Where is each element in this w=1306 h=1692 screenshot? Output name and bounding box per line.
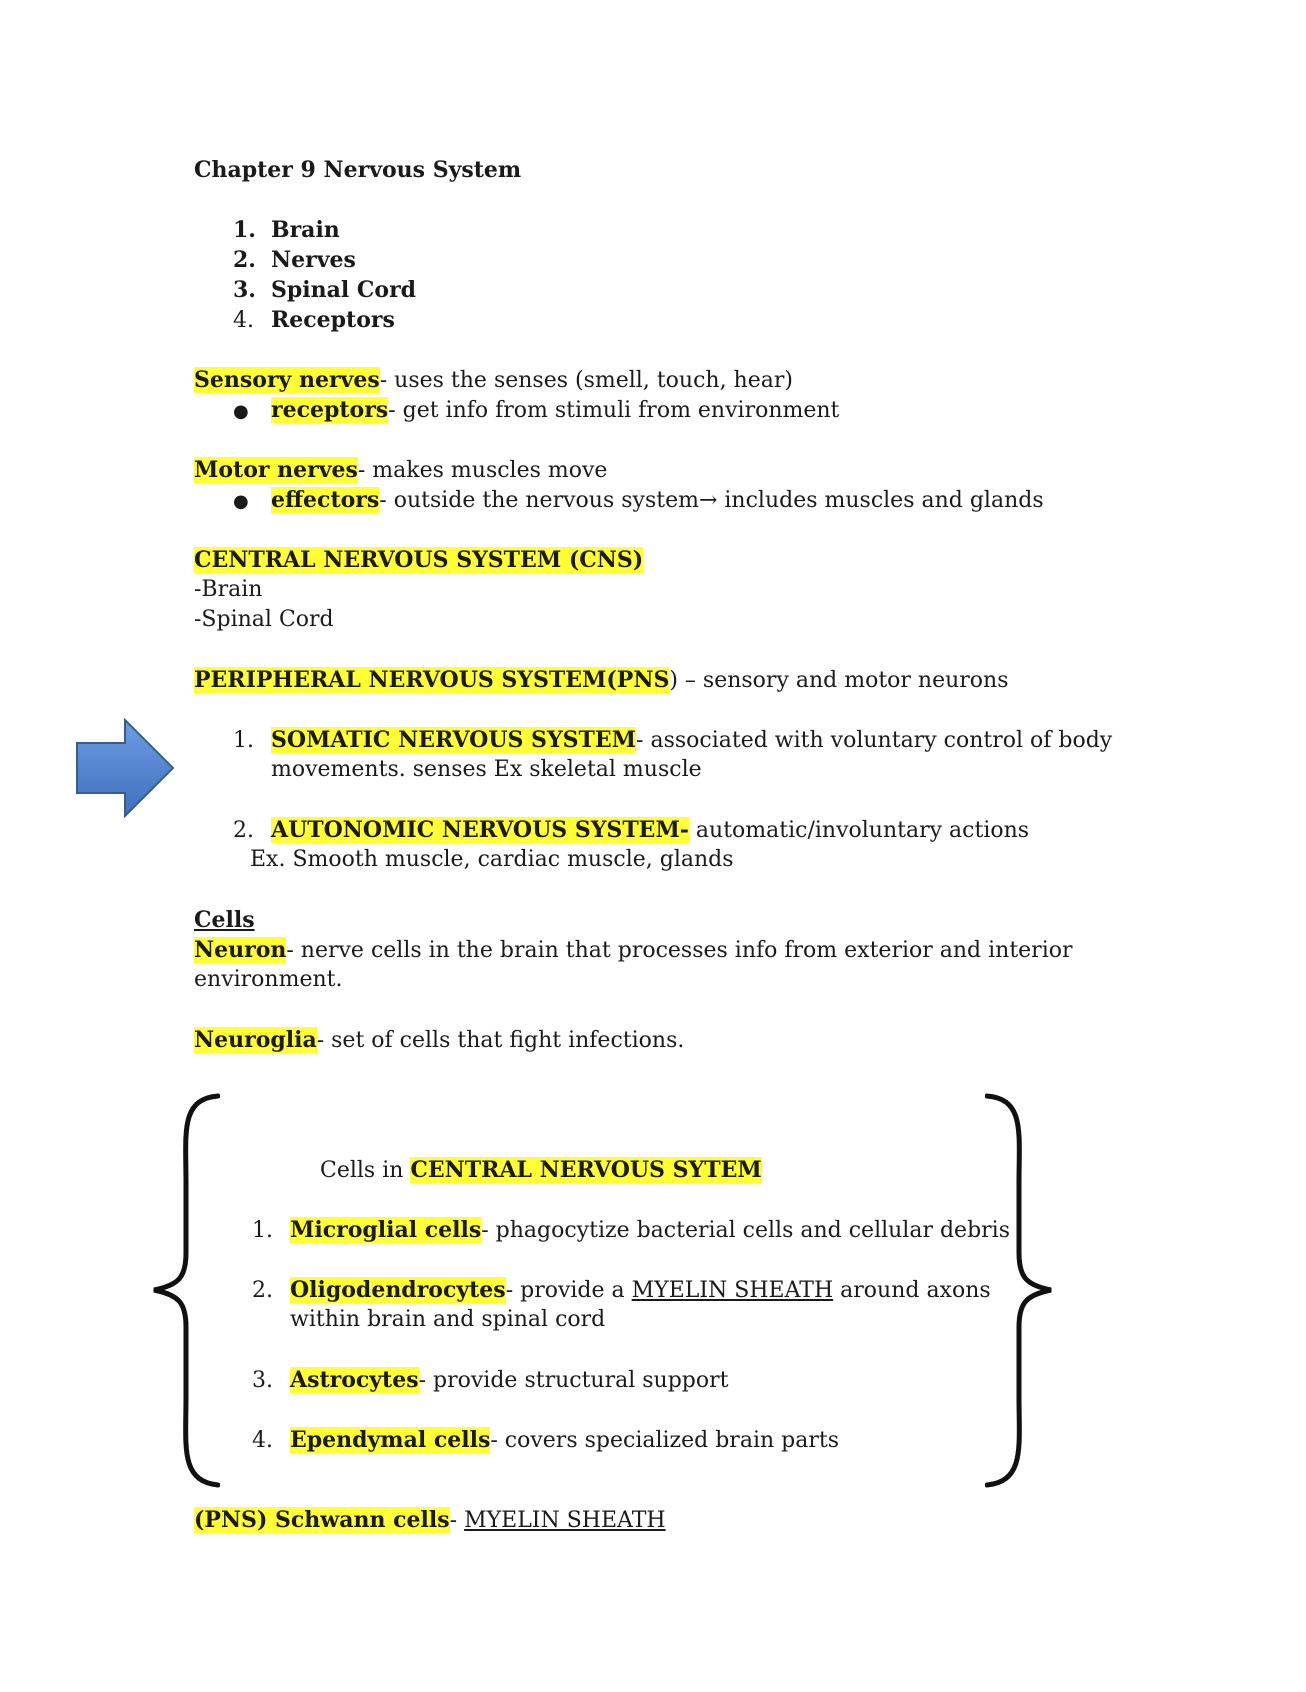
bullet-icon: ● <box>233 491 249 512</box>
item-num: 4. <box>252 1428 273 1453</box>
receptors-def: - get info from stimuli from environment <box>388 398 840 423</box>
ependymal-term: Ependymal cells <box>290 1427 491 1453</box>
somatic-term: SOMATIC NERVOUS SYSTEM <box>271 727 637 753</box>
pns-heading-text: PERIPHERAL NERVOUS SYSTEM(PNS <box>194 667 670 693</box>
neuroglia-term: Neuroglia <box>194 1027 317 1053</box>
list-item: 3. Spinal Cord <box>233 277 417 303</box>
oligodendrocytes-def-a: - provide a <box>505 1278 632 1303</box>
part-label: Spinal Cord <box>271 277 417 303</box>
item-num: 1. <box>252 1218 273 1243</box>
schwann-term: (PNS) Schwann cells <box>194 1507 450 1533</box>
part-label: Nerves <box>271 247 356 273</box>
list-item: 1. Brain <box>233 217 340 243</box>
left-brace-icon <box>150 1093 220 1488</box>
neuroglia-line <box>194 1025 684 1056</box>
somatic-def-cont: movements. senses Ex skeletal muscle <box>271 757 702 782</box>
cells-heading: Cells <box>194 907 255 933</box>
cns-cell-item <box>252 1275 991 1306</box>
item-num: 2. <box>252 1278 273 1303</box>
cns-cells-term: CENTRAL NERVOUS SYTEM <box>410 1157 762 1183</box>
motor-term: Motor nerves <box>194 457 358 483</box>
effectors-bullet <box>233 485 1044 517</box>
sensory-nerves-line <box>194 365 793 396</box>
astrocytes-term: Astrocytes <box>290 1367 419 1393</box>
pns-heading <box>194 665 1009 696</box>
microglial-def: - phagocytize bacterial cells and cellular debris <box>481 1218 1010 1243</box>
part-label: Brain <box>271 217 340 243</box>
schwann-def: MYELIN SHEATH <box>464 1508 666 1533</box>
cns-cells-heading <box>320 1155 762 1186</box>
neuron-term: Neuron <box>194 937 287 963</box>
cns-cell-item <box>252 1215 1010 1246</box>
cns-heading-text: CENTRAL NERVOUS SYSTEM (CNS) <box>194 547 644 573</box>
cns-cells-prefix: Cells in <box>320 1158 411 1183</box>
receptors-bullet <box>233 395 839 427</box>
schwann-sep: - <box>449 1508 465 1533</box>
cns-cell-item <box>252 1425 839 1456</box>
autonomic-example: Ex. Smooth muscle, cardiac muscle, glands <box>250 847 734 872</box>
somatic-num: 1. <box>233 728 254 753</box>
pns-heading-rest: ) – sensory and motor neurons <box>669 668 1009 693</box>
schwann-line <box>194 1505 666 1536</box>
neuroglia-def: - set of cells that fight infections. <box>316 1028 685 1053</box>
neuron-def: - nerve cells in the brain that processes info from exterior and interior <box>286 938 1073 963</box>
list-item: 2. Nerves <box>233 247 356 273</box>
microglial-term: Microglial cells <box>290 1217 482 1243</box>
list-item: 4. Receptors <box>233 307 395 333</box>
neuron-def-cont: environment. <box>194 967 343 992</box>
myelin-sheath-text: MYELIN SHEATH <box>631 1278 834 1303</box>
astrocytes-def: - provide structural support <box>418 1368 729 1393</box>
bullet-icon: ● <box>233 401 249 422</box>
sensory-def: - uses the senses (smell, touch, hear) <box>379 368 793 393</box>
motor-def: - makes muscles move <box>357 458 608 483</box>
part-label: Receptors <box>271 307 395 333</box>
somatic-line <box>233 725 1112 756</box>
motor-nerves-line <box>194 455 607 486</box>
sensory-term: Sensory nerves <box>194 367 380 393</box>
oligodendrocytes-def-b: around axons <box>833 1278 991 1303</box>
autonomic-line <box>233 815 1029 846</box>
autonomic-def: automatic/involuntary actions <box>688 818 1030 843</box>
cns-item: -Brain <box>194 577 263 602</box>
right-arrow-icon <box>75 718 175 818</box>
effectors-term: effectors <box>271 487 380 513</box>
oligodendrocytes-term: Oligodendrocytes <box>290 1277 506 1303</box>
autonomic-term: AUTONOMIC NERVOUS SYSTEM- <box>271 817 689 843</box>
cns-cell-item <box>252 1365 728 1396</box>
oligodendrocytes-def-cont: within brain and spinal cord <box>290 1307 606 1332</box>
cns-item: -Spinal Cord <box>194 607 334 632</box>
ependymal-def: - covers specialized brain parts <box>490 1428 839 1453</box>
cns-heading <box>194 545 643 576</box>
receptors-term: receptors <box>271 397 389 423</box>
effectors-def: - outside the nervous system→ includes muscles and glands <box>379 488 1044 513</box>
somatic-def: - associated with voluntary control of body <box>636 728 1113 753</box>
autonomic-num: 2. <box>233 818 254 843</box>
right-brace-icon <box>985 1093 1055 1488</box>
page-title: Chapter 9 Nervous System <box>194 157 522 183</box>
item-num: 3. <box>252 1368 273 1393</box>
neuron-line <box>194 935 1073 966</box>
